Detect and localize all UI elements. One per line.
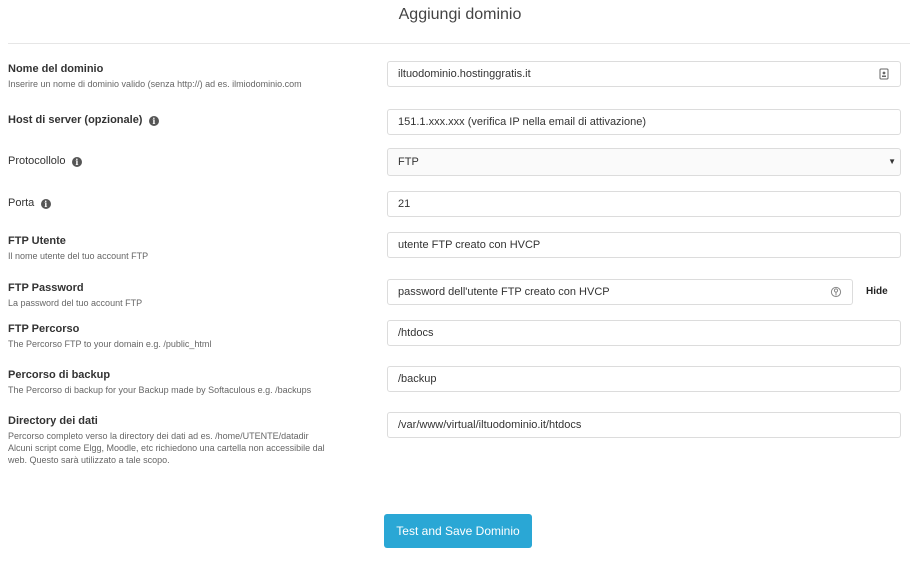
protocol-select-value: FTP xyxy=(398,156,419,168)
test-and-save-button[interactable]: Test and Save Dominio xyxy=(384,514,532,548)
info-circle-icon[interactable]: i xyxy=(41,199,51,209)
host-label: Host di server (opzionale) xyxy=(8,114,143,126)
ftp-path-input[interactable] xyxy=(387,320,901,346)
port-label: Porta xyxy=(8,197,35,209)
data-dir-description-line-1: Percorso completo verso la directory dei dati ad es. /home/UTENTE/datadir xyxy=(8,431,309,441)
protocol-label: Protocollolo xyxy=(8,155,66,167)
ftp-user-description: Il nome utente del tuo account FTP xyxy=(8,251,149,261)
ftp-user-label-group xyxy=(8,234,378,262)
ftp-password-label: FTP Password xyxy=(8,282,84,294)
toggle-password-visibility-button[interactable]: Hide xyxy=(866,286,888,297)
port-label-group xyxy=(8,193,378,211)
ftp-password-input[interactable] xyxy=(387,279,853,305)
key-icon[interactable] xyxy=(830,286,842,298)
ftp-path-description: The Percorso FTP to your domain e.g. /public_html xyxy=(8,339,212,349)
port-input-value: 21 xyxy=(398,198,411,210)
domain-description: Inserire un nome di dominio valido (senza http://) ad es. ilmiodominio.com xyxy=(8,79,302,89)
backup-path-input[interactable] xyxy=(387,366,901,392)
backup-path-description: The Percorso di backup for your Backup made by Softaculous e.g. /backups xyxy=(8,385,312,395)
domain-input[interactable] xyxy=(387,61,901,87)
ftp-user-label: FTP Utente xyxy=(8,235,66,247)
ftp-password-label-group xyxy=(8,281,378,309)
contact-card-icon[interactable] xyxy=(878,68,890,80)
ftp-path-input-value: /htdocs xyxy=(398,327,434,339)
domain-label-group xyxy=(8,62,378,90)
host-label-group xyxy=(8,110,378,128)
data-dir-description-line-3: web. Questo sarà utilizzato a tale scopo. xyxy=(8,455,170,465)
domain-label: Nome del dominio xyxy=(8,63,104,75)
backup-path-input-value: /backup xyxy=(398,373,437,385)
ftp-password-description: La password del tuo account FTP xyxy=(8,298,143,308)
data-dir-input[interactable] xyxy=(387,412,901,438)
host-input[interactable] xyxy=(387,109,901,135)
domain-input-value: iltuodominio.hostinggratis.it xyxy=(398,68,531,80)
ftp-user-input-value: utente FTP creato con HVCP xyxy=(398,239,541,251)
data-dir-label: Directory dei dati xyxy=(8,415,98,427)
port-input[interactable] xyxy=(387,191,901,217)
data-dir-label-group xyxy=(8,414,378,466)
info-circle-icon[interactable]: i xyxy=(72,157,82,167)
data-dir-description-line-2: Alcuni script come Elgg, Moodle, etc richiedono una cartella non accessibile dal xyxy=(8,443,325,453)
ftp-user-input[interactable] xyxy=(387,232,901,258)
ftp-path-label-group xyxy=(8,322,378,350)
ftp-path-label: FTP Percorso xyxy=(8,323,80,335)
backup-path-label: Percorso di backup xyxy=(8,369,111,381)
host-input-value: 151.1.xxx.xxx (verifica IP nella email di attivazione) xyxy=(398,116,647,128)
protocol-select[interactable] xyxy=(387,148,901,176)
title-divider xyxy=(8,43,910,44)
backup-path-label-group xyxy=(8,368,378,396)
chevron-down-icon: ▼ xyxy=(888,157,896,166)
page-title: Aggiungi dominio xyxy=(398,6,522,23)
data-dir-input-value: /var/www/virtual/iltuodominio.it/htdocs xyxy=(398,419,582,431)
info-circle-icon[interactable]: i xyxy=(149,116,159,126)
protocol-label-group xyxy=(8,151,378,169)
ftp-password-input-value: password dell'utente FTP creato con HVCP xyxy=(398,286,610,298)
